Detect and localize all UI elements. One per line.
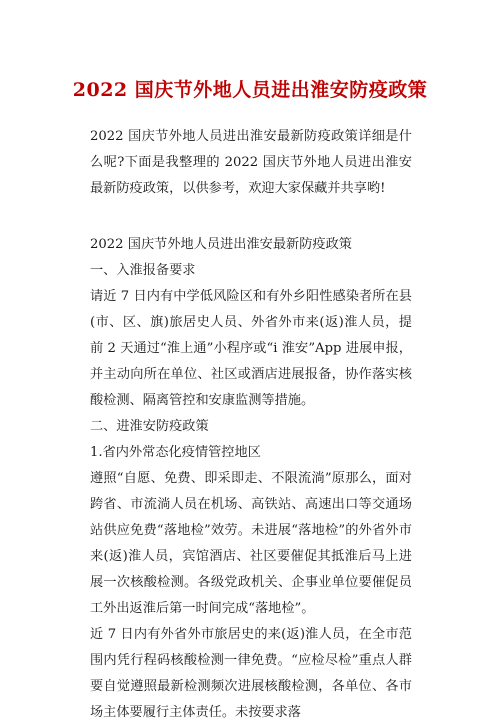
document-title: 2022 国庆节外地人员进出淮安防疫政策 [72, 79, 428, 101]
section-2-text-2: 近 7 日内有外省外市旅居史的来(返)淮人员，在全市范围内凭行程码核酸检测一律免费。“应检尽检”重点人群要自觉遵照最新检测频次进展核酸检测，各单位、各市场主体要履行主体责任。未按要求落 [90, 627, 412, 720]
section-1-text: 请近 7 日内有中学低风险区和有外乡阳性感染者所在县(市、区、旗)旅居史人员、外省外市来(返)淮人员，提前 2 天通过“淮上通”小程序或“i 淮安”App 进展申报，并主动向所在单位、社区或酒店进展报备，协作落实核酸检测、隔离管控和安康监测等措施。 [90, 289, 412, 408]
policy-subtitle: 2022 国庆节外地人员进出淮安最新防疫政策 [90, 237, 352, 252]
document-body [90, 124, 412, 726]
section-1-heading: 一、入淮报备要求 [90, 263, 196, 278]
section-2-heading: 二、进淮安防疫政策 [90, 419, 209, 434]
paragraph-gap [90, 202, 412, 232]
section-2-subheading: 1.省内外常态化疫情管控地区 [90, 445, 261, 460]
intro-paragraph: 2022 国庆节外地人员进出淮安最新防疫政策详细是什么呢?下面是我整理的 2022 国庆节外地人员进出淮安最新防疫政策，以供参考，欢迎大家保藏并共享哟! [90, 129, 412, 196]
section-2-text-1: 遵照“自愿、免费、即采即走、不限流淌”原那么，面对跨省、市流淌人员在机场、高铁站、高速出口等交通场站供应免费“落地检”效劳。未进展“落地检”的外省外市来(返)淮人员，宾馆酒店、社区要催促其抵淮后马上进展一次核酸检测。各级党政机关、企事业单位要催促员工外出返淮后第一时间完成“落地检”。 [90, 471, 412, 616]
